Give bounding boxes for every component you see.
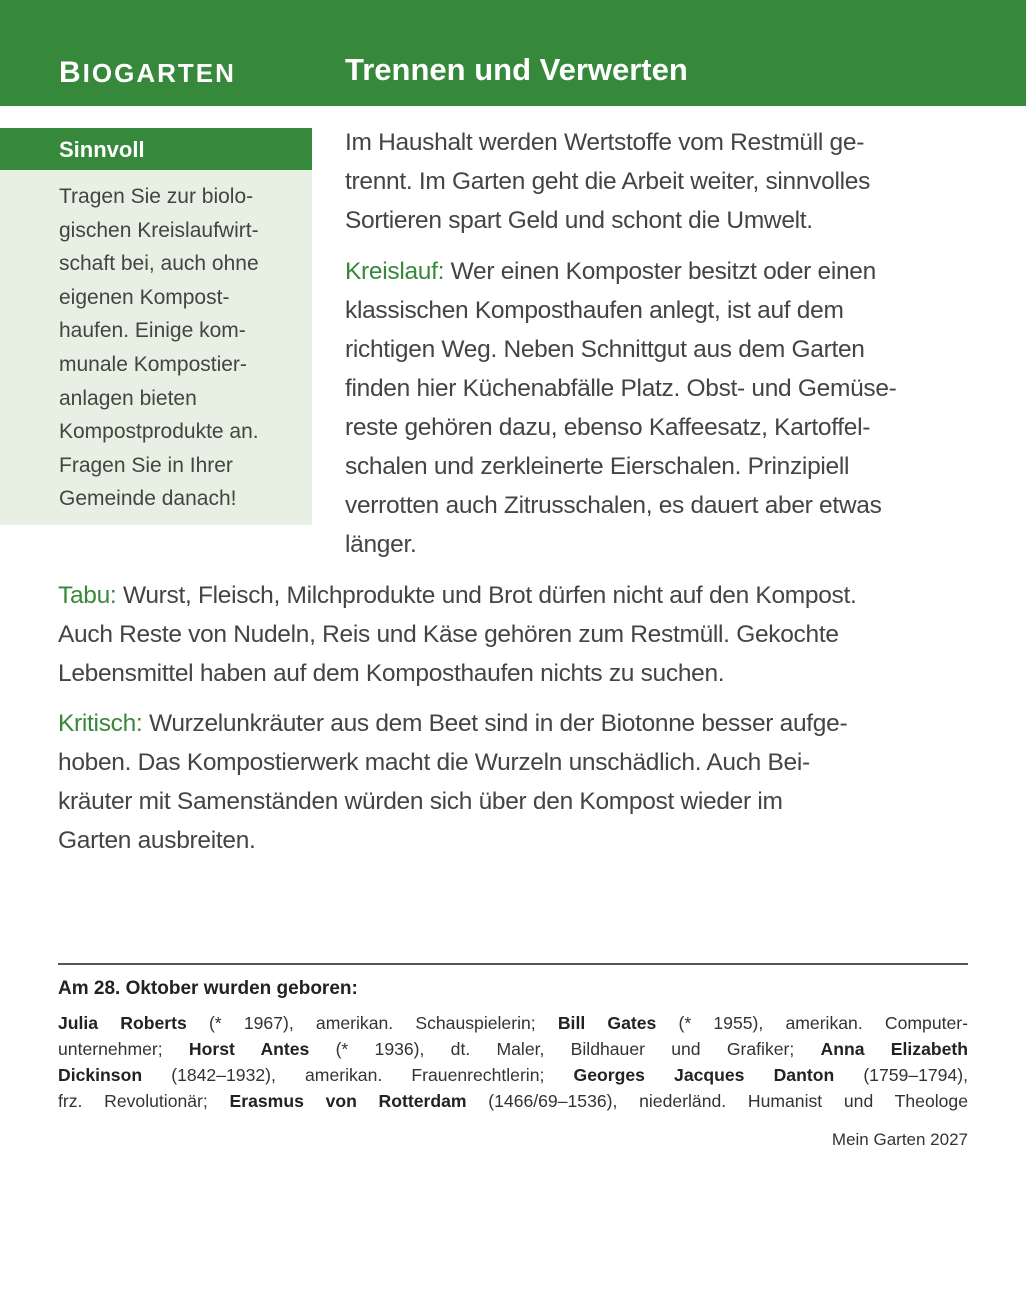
text-span: (1842–1932), amerikan. Frauenrechtlerin; (142, 1065, 574, 1085)
text-line: Im Haushalt werden Wertstoffe vom Restmüll ge- (345, 129, 865, 156)
text-line: Gemeinde danach! (59, 487, 237, 511)
text-line: kräuter mit Samenständen würden sich über den Kompost wieder im (58, 788, 783, 815)
text-span: unternehmer; (58, 1039, 189, 1059)
text-line: schalen und zerkleinerte Eierschalen. Prinzipiell (345, 453, 850, 480)
text-line: reste gehören dazu, ebenso Kaffeesatz, Kartoffel- (345, 414, 871, 441)
text-span: (* 1955), amerikan. Computer- (656, 1013, 968, 1033)
text-line: hoben. Das Kompostierwerk macht die Wurzeln unschädlich. Auch Bei- (58, 749, 810, 776)
tip-box-title: Sinnvoll (0, 128, 312, 170)
kreislauf-paragraph (345, 252, 897, 564)
text-span: frz. Revolutionär; (58, 1091, 230, 1111)
kritisch-paragraph (58, 704, 847, 860)
text-line: finden hier Küchenabfälle Platz. Obst- und Gemüse- (345, 375, 897, 402)
text-line: Auch Reste von Nudeln, Reis und Käse gehören zum Restmüll. Gekochte (58, 621, 839, 648)
text-line (345, 252, 897, 291)
text-line (58, 1010, 968, 1036)
text-line: Sortieren spart Geld und schont die Umwelt. (345, 207, 813, 234)
person-name: Dickinson (58, 1065, 143, 1085)
text-line: richtigen Weg. Neben Schnittgut aus dem Garten (345, 336, 865, 363)
text-line: Tragen Sie zur biolo- (59, 185, 254, 208)
tabu-paragraph (58, 576, 857, 693)
text-line (58, 1062, 968, 1088)
section-initial: B (59, 56, 83, 89)
intro-paragraph (345, 123, 870, 240)
paragraph-label: Kreislauf: (345, 258, 445, 285)
text-line: gischen Kreislaufwirt- (59, 218, 259, 242)
text-line (58, 1036, 968, 1062)
text-line (58, 704, 847, 743)
text-line: schaft bei, auch ohne (59, 252, 259, 276)
text-span: (* 1936), dt. Maler, Bildhauer und Grafiker; (309, 1039, 821, 1059)
section-label (59, 56, 236, 90)
tip-box (0, 128, 312, 525)
text-line: klassischen Komposthaufen anlegt, ist auf dem (345, 297, 844, 324)
page-footer: Mein Garten 2027 (831, 1130, 968, 1149)
person-name: Georges Jacques Danton (573, 1065, 835, 1085)
person-name: Erasmus von Rotterdam (229, 1091, 467, 1111)
text-span: Wer einen Komposter besitzt oder einen (444, 258, 876, 285)
text-line (58, 1088, 968, 1114)
text-span: Wurst, Fleisch, Milchprodukte und Brot dürfen nicht auf den Kompost. (116, 582, 857, 609)
tip-box-body (0, 170, 312, 516)
header-bar (0, 0, 1026, 106)
text-line: haufen. Einige kom- (59, 319, 246, 343)
page-title: Trennen und Verwerten (345, 52, 688, 87)
text-line: anlagen bieten (59, 386, 197, 410)
text-span: (* 1967), amerikan. Schauspielerin; (186, 1013, 558, 1033)
text-line: munale Kompostier- (59, 352, 247, 376)
person-name: Julia Roberts (58, 1013, 187, 1033)
text-line: Fragen Sie in Ihrer (59, 453, 233, 477)
text-line: länger. (345, 531, 417, 558)
text-line: trennt. Im Garten geht die Arbeit weiter, sinnvolles (345, 168, 871, 195)
section-rest: IOGARTEN (82, 58, 236, 88)
text-line: verrotten auch Zitrusschalen, es dauert aber etwas (345, 492, 882, 519)
text-line (58, 576, 857, 615)
text-line: Garten ausbreiten. (58, 827, 256, 854)
paragraph-label: Kritisch: (58, 710, 143, 737)
text-span: (1466/69–1536), niederländ. Humanist und Theologe (466, 1091, 968, 1111)
birthdays-heading: Am 28. Oktober wurden geboren: (58, 978, 358, 999)
paragraph-label: Tabu: (58, 582, 117, 609)
text-line: Kompostprodukte an. (59, 420, 259, 444)
person-name: Horst Antes (188, 1039, 310, 1059)
divider (58, 963, 968, 965)
text-span: (1759–1794), (834, 1065, 968, 1085)
birthdays-text (58, 1010, 968, 1114)
person-name: Anna Elizabeth (820, 1039, 968, 1059)
person-name: Bill Gates (557, 1013, 657, 1033)
text-line: Lebensmittel haben auf dem Komposthaufen nichts zu suchen. (58, 660, 725, 687)
text-span: Wurzelunkräuter aus dem Beet sind in der Biotonne besser aufge- (142, 710, 848, 737)
text-line: eigenen Kompost- (59, 285, 230, 309)
